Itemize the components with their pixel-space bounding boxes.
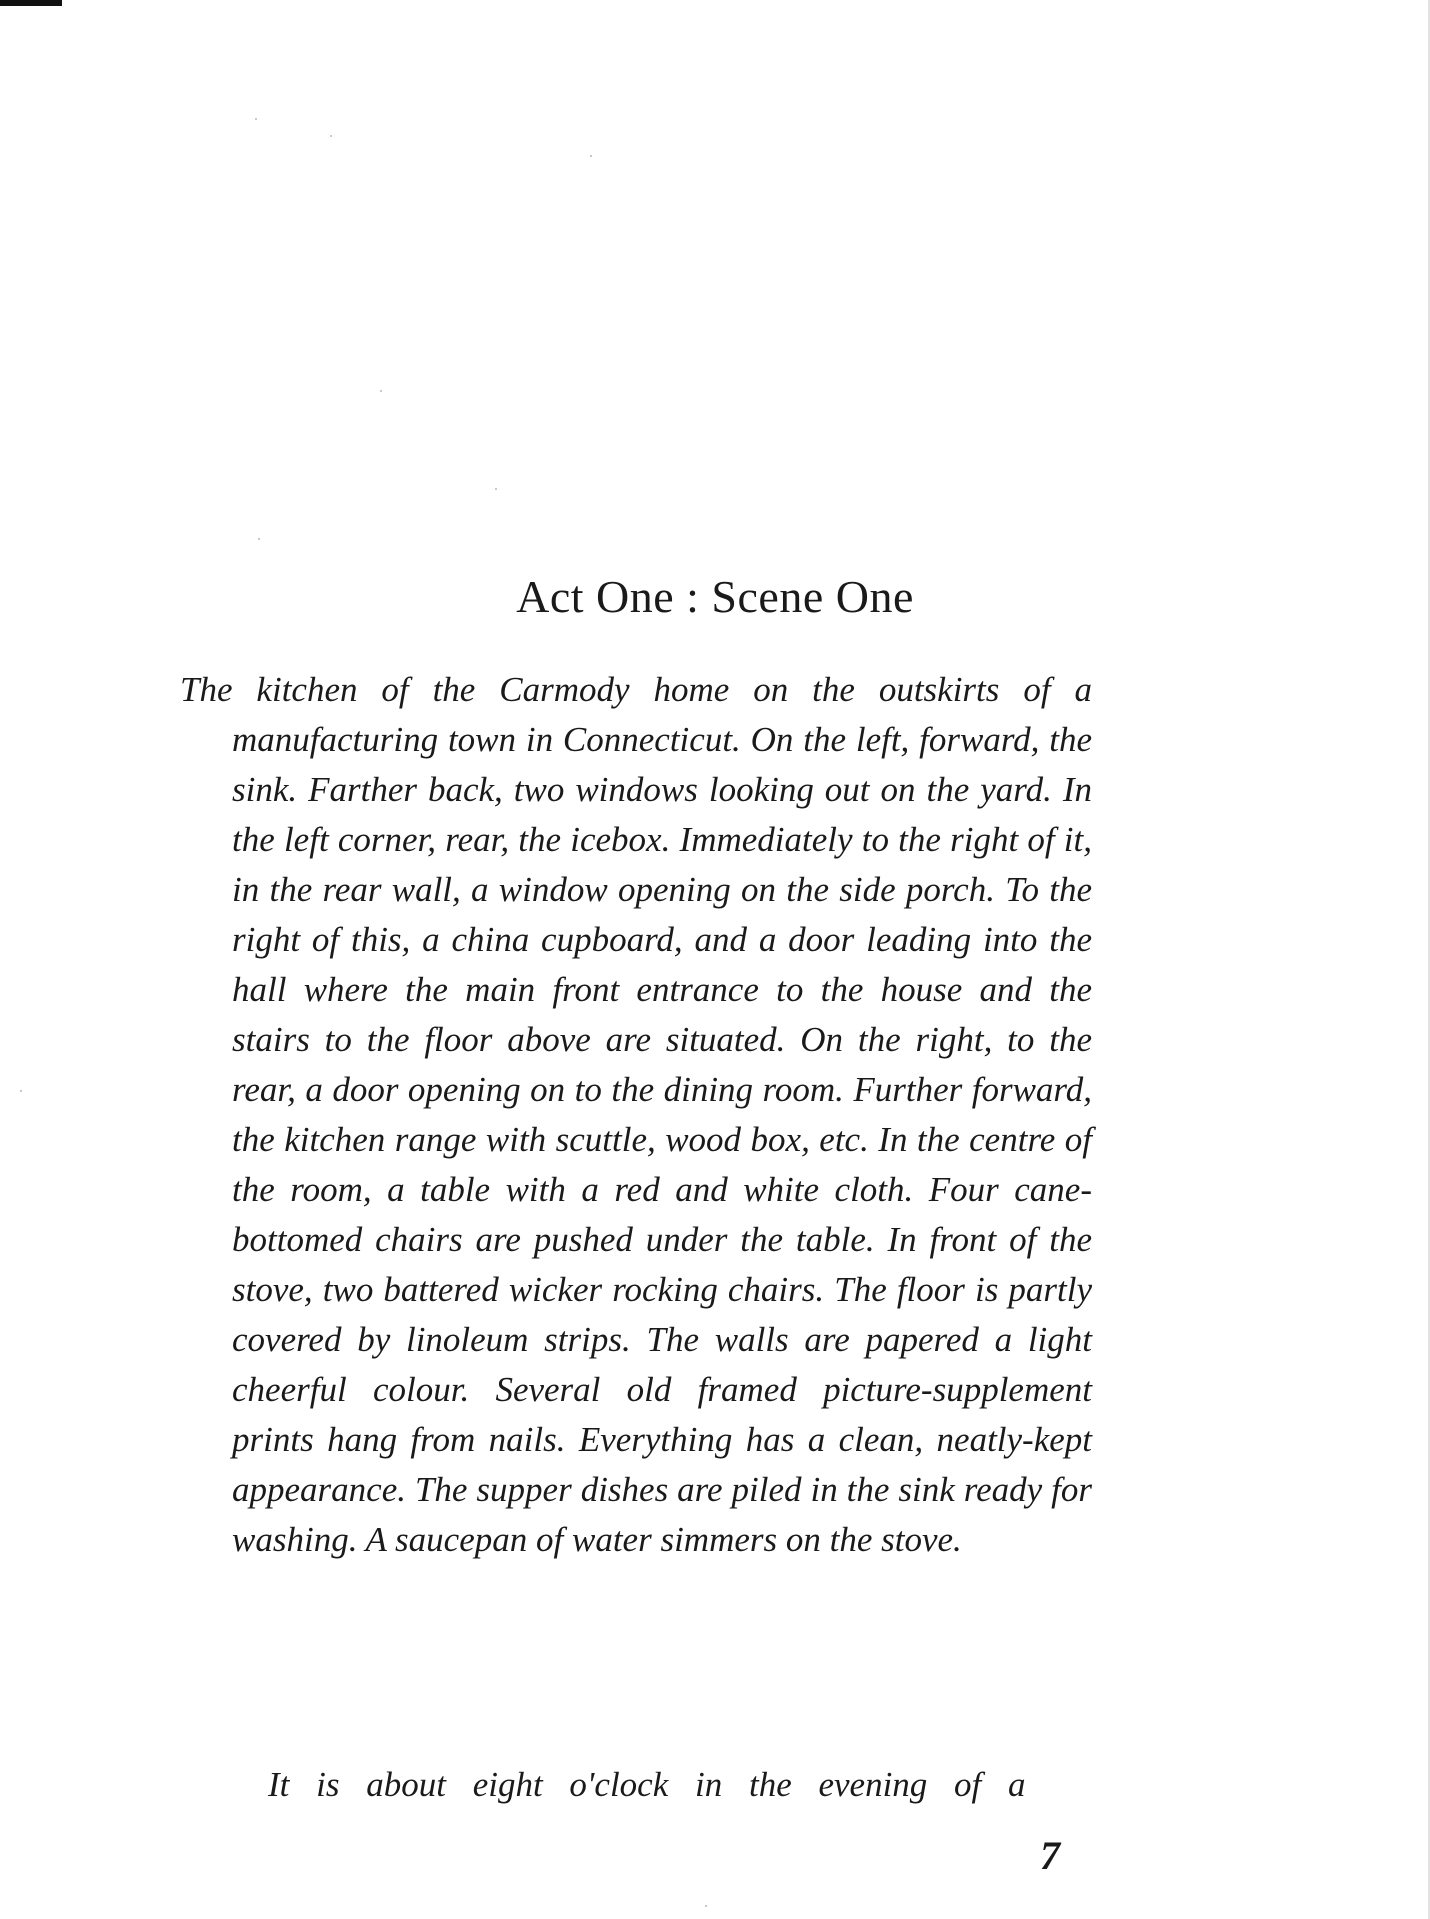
paper-speck [495,488,497,490]
paper-speck [705,1905,707,1907]
stage-direction-paragraph: The kitchen of the Carmody home on the outskirts of a manufacturing town in Connecticut. On the left, forward, the sink. Farther back, two windows looking out on the yard. In the left corner, rear, the icebox. Immediately to the right of it, in the rear wall, a window opening on the side porch. To the right of this, a china cupboard, and a door leading into the hall where the main front entrance to the house and the stairs to the floor above are situated. On the right, to the rear, a door opening on to the dining room. Further forward, the kitchen range with scuttle, wood box, etc. In the centre of the room, a table with a red and white cloth. Four cane-bottomed chairs are pushed under the table. In front of the stove, two battered wicker rocking chairs. The floor is partly covered by linoleum strips. The walls are papered a light cheerful colour. Several old framed picture-supplement prints hang from nails. Everything has a clean, neatly-kept appearance. The supper dishes are piled in the sink ready for washing. A saucepan of water simmers on the stove. [180,670,1092,1559]
paper-speck [255,118,257,120]
paper-speck [258,538,260,540]
stage-direction-continuation: It is about eight o'clock in the evening of a [268,1765,1026,1804]
paper-speck [380,390,382,392]
scene-title: Act One : Scene One [516,571,914,622]
scan-edge-mark [0,0,62,6]
page-number: 7 [1040,1833,1060,1878]
paper-speck [20,1090,22,1092]
paper-speck [590,155,592,157]
paper-speck [330,135,332,137]
